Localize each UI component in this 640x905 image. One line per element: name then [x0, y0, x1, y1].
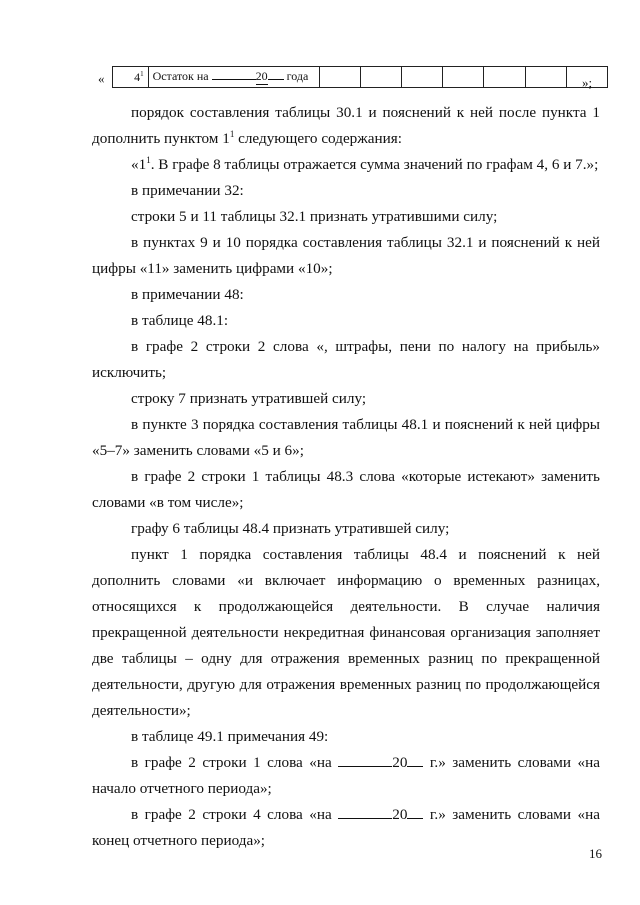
paragraph: в графе 2 строки 4 слова «на 20 г.» заменить словами «на конец отчетного периода»;: [92, 806, 600, 849]
row-number-cell: $4^1$: [113, 67, 149, 88]
paragraph: в примечании 48:: [131, 286, 244, 303]
paragraph: в графе 2 строки 2 слова «, штрафы, пени по налогу на прибыль» исключить;: [92, 338, 600, 381]
paragraph: в таблице 48.1:: [131, 312, 229, 329]
empty-cell: [443, 67, 484, 88]
paragraph: в примечании 32:: [131, 182, 244, 199]
document-body: [92, 100, 600, 854]
empty-cell: [401, 67, 442, 88]
paragraph: в таблице 49.1 примечания 49:: [131, 728, 329, 745]
empty-cell: [319, 67, 360, 88]
paragraph: в пункте 3 порядка составления таблицы 48.1 и пояснений к ней цифры «5–7» заменить словами «5 и 6»;: [92, 416, 600, 459]
row-label-cell: Остаток на 20 года: [148, 67, 319, 88]
paragraph: пункт 1 порядка составления таблицы 48.4 и пояснений к ней дополнить словами «и включает информацию о временных разницах, относящихся к продолжающейся деятельности. В случае наличия прекращенной деятельности некредитная финансовая организация заполняет две таблицы – одну для отражения временных разниц по прекращенной деятельности, другую для отражения временных разниц по продолжающейся деятельности»;: [92, 546, 600, 719]
page-number: 16: [589, 846, 602, 861]
opening-quote: «: [98, 71, 105, 86]
paragraph: в графе 2 строки 1 таблицы 48.3 слова «которые истекают» заменить словами «в том числе»;: [92, 468, 600, 511]
paragraph: в графе 2 строки 1 слова «на 20 г.» заменить словами «на начало отчетного периода»;: [92, 754, 600, 797]
table-row-fragment: [112, 66, 608, 88]
paragraph: в пунктах 9 и 10 порядка составления таблицы 32.1 и пояснений к ней цифры «11» заменить цифрами «10»;: [92, 234, 600, 277]
paragraph: графу 6 таблицы 48.4 признать утратившей силу;: [131, 520, 450, 537]
paragraph: строки 5 и 11 таблицы 32.1 признать утратившими силу;: [131, 208, 498, 225]
table-fragment: [98, 66, 608, 90]
paragraph: «$1^1$. В графе 8 таблицы отражается сумма значений по графам 4, 6 и 7.»;: [131, 154, 599, 173]
paragraph: строку 7 признать утратившей силу;: [131, 390, 367, 407]
empty-cell: [484, 67, 525, 88]
closing-quote: »;: [582, 75, 593, 90]
empty-cell: [525, 67, 566, 88]
paragraph: порядок составления таблицы 30.1 и пояснений к ней после пункта 1 дополнить пунктом $1^1$ следующего содержания:: [92, 104, 600, 147]
empty-cell: [360, 67, 401, 88]
